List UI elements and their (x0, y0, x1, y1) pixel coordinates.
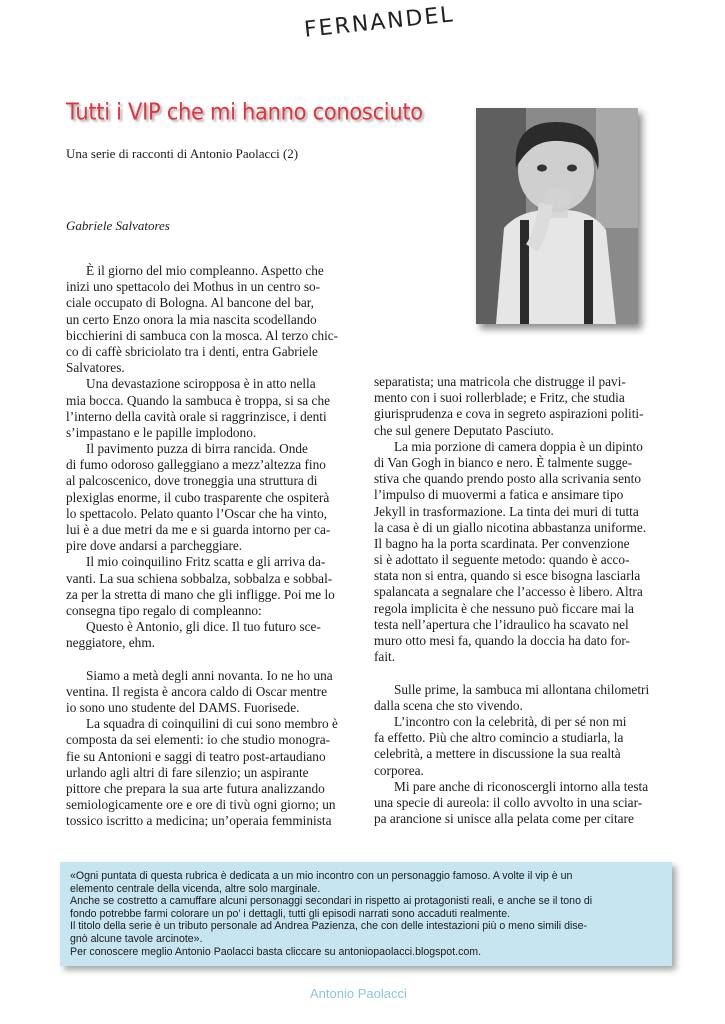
text-line: si è adottato il seguente metodo: quando è acco- (374, 552, 630, 568)
info-box-line: Per conoscere meglio Antonio Paolacci basta cliccare su antoniopaolacci.blogspot.com. (70, 945, 482, 958)
text-line: spalancata a segnalare che l’accesso è libero. Altra (374, 584, 643, 600)
text-line: ventina. Il regista è ancora caldo di Oscar mentre (66, 683, 328, 699)
text-line: Mi pare anche di riconoscergli intorno alla testa (394, 778, 649, 794)
info-box-line: fondo potrebbe farmi colorare un po’ i dettagli, tutti gli episodi narrati sono accaduti realmente. (70, 907, 511, 920)
text-line: una specie di aureola: il collo avvolto in una sciar- (374, 794, 643, 810)
text-line: inizi uno spettacolo dei Mothus in un centro so- (66, 279, 321, 295)
text-line: pire dove andarsi a parcheggiare. (66, 538, 243, 554)
text-line: Il bagno ha la porta scardinata. Per convenzione (374, 535, 630, 551)
story-subject: Gabriele Salvatores (66, 218, 170, 233)
text-line: mia bocca. Quando la sambuca è troppa, si sa che (66, 392, 330, 408)
child-photo (476, 108, 638, 324)
left-column (66, 263, 352, 830)
text-line: co di caffè sbriciolato tra i denti, entra Gabriele (66, 343, 318, 359)
info-box-line: gnò alcune tavole arcinote». (70, 932, 203, 945)
text-line: testa nell’apertura che l’idraulico ha scavato nel (374, 616, 629, 632)
text-line: neggiatore, ehm. (66, 635, 155, 651)
handwritten-name: FERNANDEL (303, 2, 456, 43)
text-line (374, 665, 660, 681)
text-line: lui è a due metri da me e si guarda intorno per ca- (66, 522, 331, 537)
text-line: fie su Antonioni e saggi di teatro post-artaudiano (66, 748, 326, 764)
text-line: al palcoscenico, dove troneggia una struttura di (66, 473, 318, 489)
text-line: dalla scena che sto vivendo. (374, 697, 523, 713)
text-line: Sulle prime, la sambuca mi allontana chilometri (394, 681, 650, 697)
info-box (60, 862, 672, 966)
text-line: giurisprudenza e cova in segreto aspirazioni politi- (374, 406, 644, 422)
text-line: pittore che prepara la sua arte futura analizzando (66, 781, 325, 796)
info-box-line: elemento centrale della vicenda, altre solo marginale. (70, 882, 321, 895)
text-line: celebrità, a mettere in discussione la sua realtà (374, 746, 621, 762)
text-line: fa effetto. Più che altro comincio a studiarla, la (374, 730, 624, 746)
article-title: Tutti i VIP che mi hanno conosciuto (66, 98, 423, 125)
text-line: muro otto mesi fa, quando la doccia ha dato for- (374, 633, 630, 648)
text-line: stata non si entra, quando si esce bisogna lasciarla (374, 568, 641, 584)
text-line (66, 652, 352, 668)
text-line: di fumo odoroso galleggiano a mezz’altezza fino (66, 457, 326, 473)
text-line: consegna tipo regalo di compleanno: (66, 602, 262, 618)
text-line: l’interno della cavità orale si raggrinzisce, i denti (66, 408, 327, 424)
text-line: Questo è Antonio, gli dice. Il tuo futuro sce- (86, 619, 321, 635)
text-line: Una devastazione sciropposa è in atto nella (86, 376, 316, 392)
text-line: La squadra di coinquilini di cui sono membro è (86, 716, 338, 732)
text-line: plexiglas enorme, il cubo trasparente che ospiterà (66, 489, 330, 505)
text-line: Il pavimento puzza di birra rancida. Onde (86, 441, 308, 457)
text-line: io sono uno studente del DAMS. Fuorisede. (66, 700, 300, 716)
text-line: vanti. La sua schiena sobbalza, sobbalza e sobbal- (66, 570, 333, 586)
text-line: un certo Enzo onora la mia nascita scodellando (66, 311, 317, 327)
text-line: separatista; una matricola che distrugge il pavi- (374, 374, 626, 389)
text-line: fait. (374, 649, 396, 665)
info-box-line: Il titolo della serie è un tributo personale ad Andrea Pazienza, che con delle intestazioni più o meno simili dise- (70, 920, 588, 933)
text-line: tossico iscritto a medicina; un’operaia femminista (66, 813, 332, 829)
text-line: za per la stretta di mano che gli infligge. Poi me lo (66, 586, 335, 602)
text-line: s’impastano e le papille implodono. (66, 424, 257, 440)
text-line: mento con i suoi rollerblade; e Fritz, che studia (374, 390, 625, 406)
text-line: bicchierini di sambuca con la mosca. Al terzo chic- (66, 327, 339, 343)
text-line: stiva che quando prendo posto alla scrivania sento (374, 471, 641, 487)
text-line: L’incontro con la celebrità, di per sé non mi (394, 713, 627, 729)
text-line: composta da sei elementi: io che studio monogra- (66, 732, 331, 748)
text-line: regola implicita è che nessuno può ficcare mai la (374, 600, 634, 616)
article-subtitle: Una serie di racconti di Antonio Paolacci (2) (66, 146, 299, 161)
text-line: lo spettacolo. Pelato quanto l’Oscar che ha vinto, (66, 505, 328, 521)
text-line: Jekyll in trasformazione. La tinta dei muri di tutta (374, 503, 639, 519)
text-line: che sul genere Deputato Pasciuto. (374, 422, 554, 438)
info-box-line: «Ogni puntata di questa rubrica è dedicata a un mio incontro con un personaggio famoso. A volte il vip è un (70, 870, 573, 882)
text-line: pa arancione si unisce alla pelata come per citare (374, 811, 634, 827)
child-photo-icon (476, 108, 638, 324)
footer-author: Antonio Paolacci (310, 986, 407, 1001)
text-line: di Van Gogh in bianco e nero. È talmente sugge- (374, 454, 633, 470)
text-line: Il mio coinquilino Fritz scatta e gli arriva da- (86, 554, 326, 570)
text-line: semiologicamente ore e ore di tivù ogni giorno; un (66, 797, 336, 813)
text-line: È il giorno del mio compleanno. Aspetto che (86, 263, 324, 278)
right-column (374, 374, 660, 827)
text-line: Salvatores. (66, 360, 125, 376)
text-line: la casa è di un giallo nicotina abbastanza uniforme. (374, 519, 647, 535)
text-line: urlando agli altri di fare silenzio; un aspirante (66, 764, 309, 780)
text-line: ciale occupato di Bologna. Al bancone del bar, (66, 295, 314, 311)
text-line: l’impulso di muovermi a fatica e ansimare tipo (374, 487, 624, 503)
text-line: La mia porzione di camera doppia è un dipinto (394, 438, 643, 454)
info-box-line: Anche se costretto a camuffare alcuni personaggi secondari in rispetto ai protagonisti reali, e anche se il tono di (70, 895, 593, 908)
text-line: corporea. (374, 762, 424, 778)
text-line: Siamo a metà degli anni novanta. Io ne ho una (86, 667, 333, 683)
